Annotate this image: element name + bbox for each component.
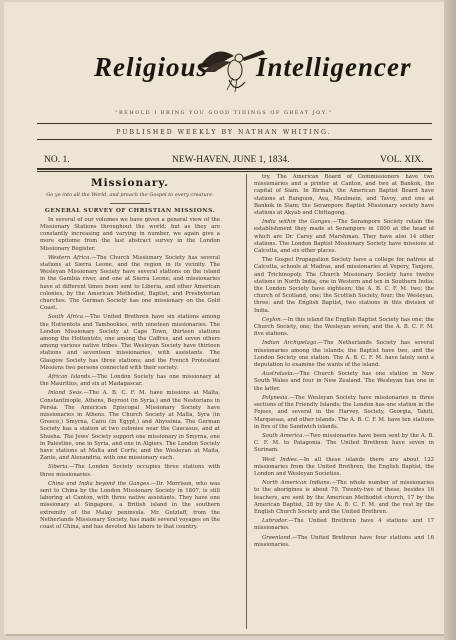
paragraph-lead: Polynesia. [262,394,290,401]
paragraph-lead: Inland Seas. [48,390,84,397]
article-paragraph [40,314,220,372]
paragraph-lead: Ceylon. [262,316,283,323]
article-paragraph [40,481,220,531]
article-paragraph [254,317,434,339]
article-paragraph [254,340,434,369]
divider-top [37,123,432,124]
section-rule [110,203,150,204]
paragraph-text: —The London Society has one missionary at the Mauritius, and six at Madagascar. [40,373,220,388]
paragraph-text: —The London Society occupies three stations with three missionaries. [40,464,220,478]
paragraph-lead: Greenland. [262,534,293,541]
binding-edge [444,0,456,640]
masthead-motto: "BEHOLD I BRING YOU GOOD TIDINGS OF GREAT JOY." [115,110,333,116]
article-paragraph [254,480,434,516]
article-paragraph [40,217,220,253]
paragraph-lead: Western Africa. [48,254,92,261]
issue-date: NEW-HAVEN, JUNE 1, 1834. [172,155,290,165]
publisher-line: PUBLISHED WEEKLY BY NATHAN WHITING. [116,129,332,136]
article-paragraph [40,255,220,313]
newspaper-page [4,2,444,634]
article-paragraph [40,374,220,388]
left-column [40,174,220,634]
article-paragraph [254,257,434,315]
issue-number: NO. 1. [44,155,70,165]
divider-double-bottom [37,171,432,172]
paragraph-lead: South America. [262,432,305,439]
paragraph-text: —The Church Society has one station in New South Wales and four in New Zealand. The Wesleyan has one in the latter. [254,371,434,392]
paragraph-text: —The Church Missionary Society has several stations at Sierra Leone, and the region in its vicinity. The Wesleyan Missionary Society have several stations on the island in the Gambia river, and one at Sierra Leone; and missionaries have at different times been sent to Liberia, and other American colonies, by the American Methodist, Baptist, and Presbyterian churches. The German Society has one missionary on the Gold Coast. [40,254,220,312]
paragraph-text: —The Netherlands Society has several missionaries among the islands; the Baptist have two, and the London Society one station. The A. B. C. F. M. have lately sent a deputation to examine the wants of the island. [254,340,434,369]
paragraph-lead: Indian Archipelago. [262,340,319,347]
paragraph-text: try. The American Board of Commissioners have two missionaries and a printer at Canton, and two at Bankok, the capital of Siam. In Birmah, the American Baptist Board have stations at Rangoon, Ava, Maulmein, and Tavoy, and one at Bankok in Siam; the Serampore Baptist Missionary society have stations at Akyab and Chittagong. [254,174,434,217]
right-column [254,174,434,634]
article-paragraph [254,395,434,431]
paragraph-text: —In this island the English Baptist Society has one; the Church Society, one; the Wesleyan seven; and the A. B. C. F. M. five stations. [254,316,434,338]
paragraph-lead: Australasia. [262,371,295,378]
article-paragraph [254,219,434,255]
article-paragraph [254,174,434,217]
article-paragraph [254,433,434,455]
article-paragraph [254,457,434,479]
column-divider [246,174,247,629]
paragraph-lead: India within the Ganges. [262,219,333,226]
article-paragraph [254,518,434,532]
paragraph-lead: Labrador. [262,518,289,525]
paragraph-lead: China and India beyond the Ganges. [48,480,151,487]
paragraph-text: —In all these islands there are about 122 missionaries from the United Brethren, the English Baptist, the London and Wesleyan Societies. [254,456,434,477]
volume-number: VOL. XIX. [380,155,424,165]
article-heading: GENERAL SURVEY OF CHRISTIAN MISSIONS. [44,207,216,214]
paragraph-text: —The United Brethren have four stations and 16 missionaries. [254,534,434,548]
paragraph-text: —The United Brethren have six stations among the Hottentots and Tambookies, with nineteen missionaries. The London Missionary Society at Cape Town, thirteen stations among the Hottentots, one among the Caffres, and seven others among various native tribes. The Wesleyan Society have thirteen stations and seventeen missionaries, with assistants. The Glasgow Society has three stations; and the French Protestant Missions two persons connected with their society. [40,314,220,371]
paragraph-text: —Dr. Morrison, who was sent to China by the London Missionary Society in 1807, is still laboring at Canton, with three native assistants. They have one missionary at Singapore, a British island in the southern extremity of the Malay peninsula. Mr. Gutzlaff, from the Netherlands Missionary Society, has made several voyages on the coast of China, and has devoted his labors to that country. [40,480,220,531]
section-epigraph: Go ye into all the World, and preach the Gospel to every creature. [46,192,214,198]
paragraph-text: —The United Brethren have 4 stations and 17 missionaries. [254,518,434,532]
article-paragraph [254,535,434,549]
section-title: Missionary. [91,177,169,189]
paragraph-lead: African Islands. [48,373,92,380]
divider-middle [37,139,432,140]
paragraph-text: The Gospel Propagation Society have a college for natives at Calcutta, schools at Madras, and missionaries at Vepery, Tanjore, and Trichinopoly. The Church Missionary Society have twelve stations in North India, one in Western and ten in Southern India; the London Society have eighteen; the A. B. C. F. M. two; the church of Scotland, one; the Scottish Society, four; the Wesleyan, three; and the English Baptist, two stations in this division of India. [254,257,434,314]
left-article-body [40,217,220,532]
article-paragraph [254,371,434,393]
paragraph-lead: South Africa. [48,314,85,321]
paragraph-text: —The Wesleyan Society have missionaries in three sections of the Friendly Islands; the London has one station in the Fejees, and several in the Harvey, Society, Georgia, Tahiti, Marquesas, and other islands. The A. B. C. F. M. have ten stations in five of the Sandwich islands. [254,394,434,430]
paragraph-text: In several of our volumes we have given a general view of the Missionary Stations throughout the world; but as they are constantly increasing and varying in number, we again give a more epitome from the last abstract survey in the London Missionary Register. [40,216,220,252]
masthead-title-right: Intelligencer [256,52,412,82]
paragraph-text: —The Serampore Society retain the establishment they made at Serampore in 1800 at the head of which are Dr. Carey and Marshman. They have also 14 other stations. The London Baptist Missionary Society have missions at Calcutta, and six other places. [254,219,434,255]
right-article-body [254,174,434,549]
paragraph-text: —The whole number of missionaries to the aborigines is about 70. Twenty-two of these, besides 16 teachers, are sent by the American Methodist church, 17 by the American Baptist, 28 by the A. B. C. F. M. and the rest by the English Church Society and the United Brethren. [254,480,434,515]
paragraph-text: —Two missionaries have been sent by the A. B. C. F. M. to Patagonia. The United Brethren have seven in Surinam. [254,432,434,454]
masthead-title-left: Religious [94,52,209,82]
paragraph-lead: Siberia. [48,464,70,471]
paragraph-lead: North American Indians. [262,480,332,487]
paragraph-text: —The A. B. C. F. M. have missions at Malta, Constantinople, Athens, Beyroot (in Syria,) and the Nestorians in Persia. The American Episcopal Missionary Society have missionaries in Athens. The Church Society at Malta, Syra (in Greece,) Smyrna, Cairo (in Egypt,) and Abyssinia. The German Society has a station at two colonies near the Caucasus, and at Shusha. The Jews' Society support one missionary in Smyrna, one in Palestine, one in Syria, and one in Algiers. The London Society have stations at Malta and Corfu; and the Wesleyan at Malta, Zante, and Alexandria, with one missionary each. [40,390,220,462]
article-paragraph [40,464,220,478]
paragraph-lead: West Indies. [262,456,299,463]
divider-double-top [37,168,432,170]
article-paragraph [40,390,220,462]
